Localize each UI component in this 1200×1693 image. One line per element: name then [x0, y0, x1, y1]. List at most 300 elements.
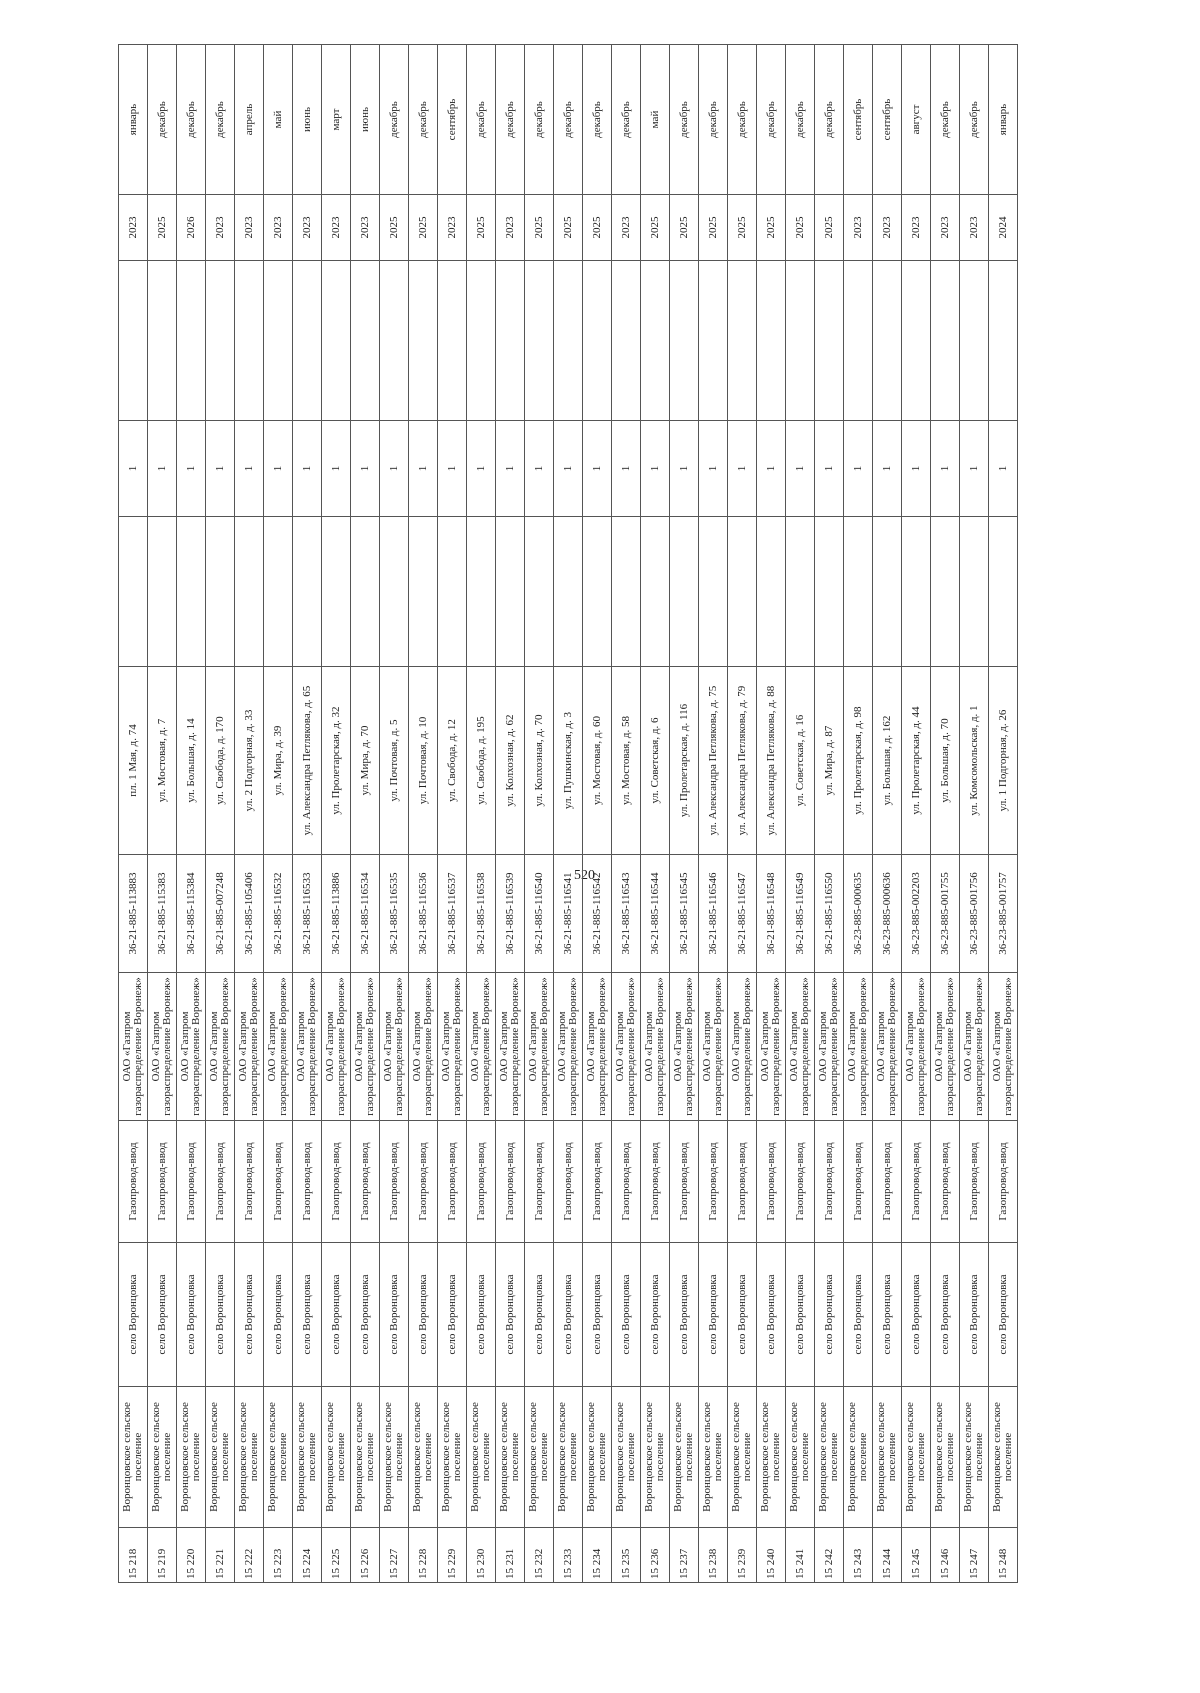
- cell-row-number: 15 224: [293, 1528, 322, 1583]
- cell-owner: ОАО «Газпром газораспределение Воронеж»: [409, 973, 438, 1121]
- cell-owner: ОАО «Газпром газораспределение Воронеж»: [467, 973, 496, 1121]
- cell-address: ул. Александра Петлякова, д. 75: [699, 667, 728, 855]
- cell-registry-number: 36-21-885-116550: [815, 855, 844, 973]
- cell-extra-2: [583, 261, 612, 421]
- cell-row-number: 15 247: [960, 1528, 989, 1583]
- cell-month: декабрь: [960, 45, 989, 195]
- cell-object-type: Газопровод-ввод: [670, 1121, 699, 1243]
- cell-extra-1: [206, 517, 235, 667]
- cell-locality: село Воронцовка: [786, 1243, 815, 1387]
- cell-settlement: Воронцовское сельское поселение: [409, 1387, 438, 1528]
- cell-locality: село Воронцовка: [641, 1243, 670, 1387]
- cell-row-number: 15 248: [989, 1528, 1018, 1583]
- cell-row-number: 15 237: [670, 1528, 699, 1583]
- cell-row-number: 15 219: [148, 1528, 177, 1583]
- cell-owner: ОАО «Газпром газораспределение Воронеж»: [612, 973, 641, 1121]
- cell-quantity: 1: [931, 421, 960, 517]
- table-body: [119, 45, 1018, 1583]
- cell-month: декабрь: [757, 45, 786, 195]
- cell-object-type: Газопровод-ввод: [612, 1121, 641, 1243]
- cell-object-type: Газопровод-ввод: [119, 1121, 148, 1243]
- cell-locality: село Воронцовка: [728, 1243, 757, 1387]
- cell-extra-2: [293, 261, 322, 421]
- cell-month: декабрь: [728, 45, 757, 195]
- table-row: [206, 45, 235, 1583]
- rotated-register-table: [118, 45, 1176, 1583]
- cell-row-number: 15 243: [844, 1528, 873, 1583]
- cell-settlement: Воронцовское сельское поселение: [264, 1387, 293, 1528]
- cell-owner: ОАО «Газпром газораспределение Воронеж»: [902, 973, 931, 1121]
- cell-address: ул. Почтовая, д. 10: [409, 667, 438, 855]
- cell-settlement: Воронцовское сельское поселение: [322, 1387, 351, 1528]
- cell-row-number: 15 233: [554, 1528, 583, 1583]
- cell-registry-number: 36-21-885-116534: [351, 855, 380, 973]
- cell-registry-number: 36-21-885-116535: [380, 855, 409, 973]
- cell-owner: ОАО «Газпром газораспределение Воронеж»: [293, 973, 322, 1121]
- cell-quantity: 1: [148, 421, 177, 517]
- cell-locality: село Воронцовка: [670, 1243, 699, 1387]
- cell-year: 2023: [119, 195, 148, 261]
- cell-year: 2024: [989, 195, 1018, 261]
- cell-quantity: 1: [322, 421, 351, 517]
- cell-extra-1: [873, 517, 902, 667]
- table-row: [351, 45, 380, 1583]
- table-row: [583, 45, 612, 1583]
- cell-extra-1: [322, 517, 351, 667]
- cell-year: 2023: [351, 195, 380, 261]
- cell-settlement: Воронцовское сельское поселение: [351, 1387, 380, 1528]
- cell-extra-1: [119, 517, 148, 667]
- table-row: [902, 45, 931, 1583]
- table-row: [438, 45, 467, 1583]
- table-row: [119, 45, 148, 1583]
- table-row: [409, 45, 438, 1583]
- cell-extra-2: [873, 261, 902, 421]
- cell-registry-number: 36-21-885-113883: [119, 855, 148, 973]
- cell-registry-number: 36-21-885-116537: [438, 855, 467, 973]
- cell-registry-number: 36-21-885-116542: [583, 855, 612, 973]
- cell-address: ул. Свобода, д. 12: [438, 667, 467, 855]
- cell-extra-2: [931, 261, 960, 421]
- cell-month: декабрь: [786, 45, 815, 195]
- cell-extra-2: [728, 261, 757, 421]
- cell-year: 2023: [293, 195, 322, 261]
- cell-owner: ОАО «Газпром газораспределение Воронеж»: [960, 973, 989, 1121]
- cell-object-type: Газопровод-ввод: [206, 1121, 235, 1243]
- cell-object-type: Газопровод-ввод: [235, 1121, 264, 1243]
- cell-settlement: Воронцовское сельское поселение: [119, 1387, 148, 1528]
- cell-owner: ОАО «Газпром газораспределение Воронеж»: [641, 973, 670, 1121]
- cell-settlement: Воронцовское сельское поселение: [380, 1387, 409, 1528]
- cell-month: декабрь: [525, 45, 554, 195]
- cell-registry-number: 36-23-885-002203: [902, 855, 931, 973]
- cell-registry-number: 36-21-885-116541: [554, 855, 583, 973]
- cell-object-type: Газопровод-ввод: [844, 1121, 873, 1243]
- cell-locality: село Воронцовка: [467, 1243, 496, 1387]
- cell-year: 2026: [177, 195, 206, 261]
- cell-extra-2: [177, 261, 206, 421]
- cell-month: сентябрь: [438, 45, 467, 195]
- cell-year: 2025: [525, 195, 554, 261]
- cell-row-number: 15 232: [525, 1528, 554, 1583]
- cell-address: ул. Советская, д. 16: [786, 667, 815, 855]
- cell-settlement: Воронцовское сельское поселение: [641, 1387, 670, 1528]
- table-row: [612, 45, 641, 1583]
- cell-settlement: Воронцовское сельское поселение: [554, 1387, 583, 1528]
- cell-registry-number: 36-23-885-001755: [931, 855, 960, 973]
- cell-year: 2023: [235, 195, 264, 261]
- cell-year: 2023: [960, 195, 989, 261]
- cell-object-type: Газопровод-ввод: [380, 1121, 409, 1243]
- cell-object-type: Газопровод-ввод: [148, 1121, 177, 1243]
- cell-registry-number: 36-21-885-116538: [467, 855, 496, 973]
- cell-extra-1: [641, 517, 670, 667]
- table-row: [467, 45, 496, 1583]
- cell-row-number: 15 229: [438, 1528, 467, 1583]
- cell-row-number: 15 235: [612, 1528, 641, 1583]
- cell-row-number: 15 221: [206, 1528, 235, 1583]
- cell-registry-number: 36-21-885-116545: [670, 855, 699, 973]
- cell-owner: ОАО «Газпром газораспределение Воронеж»: [728, 973, 757, 1121]
- table-row: [989, 45, 1018, 1583]
- cell-year: 2023: [496, 195, 525, 261]
- cell-month: июнь: [293, 45, 322, 195]
- cell-locality: село Воронцовка: [583, 1243, 612, 1387]
- table-row: [931, 45, 960, 1583]
- cell-row-number: 15 238: [699, 1528, 728, 1583]
- cell-quantity: 1: [351, 421, 380, 517]
- cell-month: январь: [119, 45, 148, 195]
- cell-extra-2: [264, 261, 293, 421]
- cell-locality: село Воронцовка: [206, 1243, 235, 1387]
- cell-address: ул. Мира, д. 70: [351, 667, 380, 855]
- cell-object-type: Газопровод-ввод: [786, 1121, 815, 1243]
- cell-object-type: Газопровод-ввод: [409, 1121, 438, 1243]
- cell-extra-2: [409, 261, 438, 421]
- cell-extra-2: [670, 261, 699, 421]
- cell-registry-number: 36-21-885-116549: [786, 855, 815, 973]
- cell-settlement: Воронцовское сельское поселение: [293, 1387, 322, 1528]
- cell-address: ул. Пролетарская, д. 44: [902, 667, 931, 855]
- cell-locality: село Воронцовка: [612, 1243, 641, 1387]
- cell-row-number: 15 228: [409, 1528, 438, 1583]
- cell-year: 2025: [670, 195, 699, 261]
- cell-settlement: Воронцовское сельское поселение: [235, 1387, 264, 1528]
- cell-quantity: 1: [873, 421, 902, 517]
- cell-address: ул. Александра Петлякова, д. 88: [757, 667, 786, 855]
- table-row: [322, 45, 351, 1583]
- cell-settlement: Воронцовское сельское поселение: [902, 1387, 931, 1528]
- cell-year: 2025: [641, 195, 670, 261]
- cell-registry-number: 36-23-885-000636: [873, 855, 902, 973]
- cell-locality: село Воронцовка: [235, 1243, 264, 1387]
- page-number: 520: [574, 868, 595, 883]
- cell-registry-number: 36-21-885-116536: [409, 855, 438, 973]
- cell-extra-1: [960, 517, 989, 667]
- cell-registry-number: 36-21-885-115384: [177, 855, 206, 973]
- cell-row-number: 15 240: [757, 1528, 786, 1583]
- cell-quantity: 1: [815, 421, 844, 517]
- cell-extra-1: [670, 517, 699, 667]
- cell-extra-2: [438, 261, 467, 421]
- cell-row-number: 15 236: [641, 1528, 670, 1583]
- cell-registry-number: 36-21-885-116532: [264, 855, 293, 973]
- cell-owner: ОАО «Газпром газораспределение Воронеж»: [525, 973, 554, 1121]
- cell-address: ул. Мостовая, д. 7: [148, 667, 177, 855]
- cell-address: ул. Почтовая, д. 5: [380, 667, 409, 855]
- cell-month: апрель: [235, 45, 264, 195]
- cell-quantity: 1: [554, 421, 583, 517]
- cell-year: 2025: [786, 195, 815, 261]
- cell-registry-number: 36-21-885-007248: [206, 855, 235, 973]
- cell-extra-1: [989, 517, 1018, 667]
- cell-address: ул. Мостовая, д. 58: [612, 667, 641, 855]
- cell-address: ул. 1 Подгорная, д. 26: [989, 667, 1018, 855]
- cell-quantity: 1: [960, 421, 989, 517]
- cell-settlement: Воронцовское сельское поселение: [206, 1387, 235, 1528]
- cell-registry-number: 36-23-885-001757: [989, 855, 1018, 973]
- cell-month: август: [902, 45, 931, 195]
- cell-locality: село Воронцовка: [960, 1243, 989, 1387]
- cell-month: декабрь: [496, 45, 525, 195]
- cell-object-type: Газопровод-ввод: [525, 1121, 554, 1243]
- cell-extra-2: [612, 261, 641, 421]
- cell-locality: село Воронцовка: [873, 1243, 902, 1387]
- cell-object-type: Газопровод-ввод: [815, 1121, 844, 1243]
- cell-year: 2025: [380, 195, 409, 261]
- table-row: [641, 45, 670, 1583]
- cell-object-type: Газопровод-ввод: [728, 1121, 757, 1243]
- cell-extra-1: [728, 517, 757, 667]
- cell-extra-1: [467, 517, 496, 667]
- cell-row-number: 15 244: [873, 1528, 902, 1583]
- cell-registry-number: 36-21-885-116540: [525, 855, 554, 973]
- cell-registry-number: 36-21-885-116546: [699, 855, 728, 973]
- cell-object-type: Газопровод-ввод: [293, 1121, 322, 1243]
- cell-quantity: 1: [380, 421, 409, 517]
- cell-row-number: 15 241: [786, 1528, 815, 1583]
- cell-quantity: 1: [496, 421, 525, 517]
- cell-locality: село Воронцовка: [322, 1243, 351, 1387]
- cell-year: 2023: [902, 195, 931, 261]
- cell-quantity: 1: [612, 421, 641, 517]
- cell-year: 2023: [612, 195, 641, 261]
- cell-extra-2: [148, 261, 177, 421]
- cell-year: 2025: [757, 195, 786, 261]
- cell-locality: село Воронцовка: [931, 1243, 960, 1387]
- cell-month: июнь: [351, 45, 380, 195]
- table-row: [844, 45, 873, 1583]
- cell-extra-1: [931, 517, 960, 667]
- cell-object-type: Газопровод-ввод: [931, 1121, 960, 1243]
- cell-object-type: Газопровод-ввод: [177, 1121, 206, 1243]
- cell-object-type: Газопровод-ввод: [583, 1121, 612, 1243]
- cell-year: 2023: [206, 195, 235, 261]
- cell-object-type: Газопровод-ввод: [264, 1121, 293, 1243]
- cell-owner: ОАО «Газпром газораспределение Воронеж»: [554, 973, 583, 1121]
- cell-locality: село Воронцовка: [844, 1243, 873, 1387]
- cell-address: ул. Большая, д. 14: [177, 667, 206, 855]
- cell-extra-1: [902, 517, 931, 667]
- cell-locality: село Воронцовка: [757, 1243, 786, 1387]
- cell-year: 2025: [409, 195, 438, 261]
- cell-extra-1: [177, 517, 206, 667]
- gas-register-table: [118, 44, 1018, 1583]
- cell-extra-2: [902, 261, 931, 421]
- cell-row-number: 15 218: [119, 1528, 148, 1583]
- cell-registry-number: 36-21-885-116547: [728, 855, 757, 973]
- cell-month: сентябрь: [873, 45, 902, 195]
- cell-month: декабрь: [670, 45, 699, 195]
- cell-object-type: Газопровод-ввод: [960, 1121, 989, 1243]
- table-row: [786, 45, 815, 1583]
- cell-row-number: 15 231: [496, 1528, 525, 1583]
- table-row: [264, 45, 293, 1583]
- cell-extra-1: [380, 517, 409, 667]
- cell-registry-number: 36-21-885-116533: [293, 855, 322, 973]
- table-row: [960, 45, 989, 1583]
- cell-quantity: 1: [525, 421, 554, 517]
- cell-address: ул. Мира, д. 39: [264, 667, 293, 855]
- cell-settlement: Воронцовское сельское поселение: [699, 1387, 728, 1528]
- cell-extra-1: [235, 517, 264, 667]
- cell-extra-2: [757, 261, 786, 421]
- cell-extra-1: [264, 517, 293, 667]
- cell-settlement: Воронцовское сельское поселение: [148, 1387, 177, 1528]
- cell-address: ул. Пролетарская, д. 32: [322, 667, 351, 855]
- cell-locality: село Воронцовка: [119, 1243, 148, 1387]
- cell-year: 2025: [699, 195, 728, 261]
- cell-extra-2: [815, 261, 844, 421]
- cell-extra-2: [496, 261, 525, 421]
- cell-registry-number: 36-21-885-116544: [641, 855, 670, 973]
- cell-quantity: 1: [467, 421, 496, 517]
- cell-row-number: 15 234: [583, 1528, 612, 1583]
- cell-extra-1: [699, 517, 728, 667]
- cell-year: 2025: [467, 195, 496, 261]
- cell-address: ул. Александра Петлякова, д. 65: [293, 667, 322, 855]
- cell-settlement: Воронцовское сельское поселение: [438, 1387, 467, 1528]
- cell-address: ул. Мира, д. 87: [815, 667, 844, 855]
- cell-owner: ОАО «Газпром газораспределение Воронеж»: [844, 973, 873, 1121]
- cell-year: 2023: [931, 195, 960, 261]
- cell-object-type: Газопровод-ввод: [989, 1121, 1018, 1243]
- cell-owner: ОАО «Газпром газораспределение Воронеж»: [786, 973, 815, 1121]
- cell-address: ул. Колхозная, д. 70: [525, 667, 554, 855]
- cell-object-type: Газопровод-ввод: [873, 1121, 902, 1243]
- table-row: [496, 45, 525, 1583]
- cell-locality: село Воронцовка: [293, 1243, 322, 1387]
- table-row: [380, 45, 409, 1583]
- cell-owner: ОАО «Газпром газораспределение Воронеж»: [873, 973, 902, 1121]
- cell-extra-2: [960, 261, 989, 421]
- cell-settlement: Воронцовское сельское поселение: [786, 1387, 815, 1528]
- cell-address: ул. Советская, д. 6: [641, 667, 670, 855]
- cell-extra-2: [554, 261, 583, 421]
- cell-month: декабрь: [583, 45, 612, 195]
- cell-extra-2: [235, 261, 264, 421]
- cell-month: декабрь: [380, 45, 409, 195]
- cell-quantity: 1: [757, 421, 786, 517]
- cell-year: 2025: [815, 195, 844, 261]
- table-row: [293, 45, 322, 1583]
- cell-settlement: Воронцовское сельское поселение: [612, 1387, 641, 1528]
- cell-extra-1: [351, 517, 380, 667]
- cell-quantity: 1: [438, 421, 467, 517]
- cell-owner: ОАО «Газпром газораспределение Воронеж»: [119, 973, 148, 1121]
- cell-locality: село Воронцовка: [148, 1243, 177, 1387]
- cell-month: декабрь: [554, 45, 583, 195]
- cell-extra-2: [525, 261, 554, 421]
- cell-owner: ОАО «Газпром газораспределение Воронеж»: [206, 973, 235, 1121]
- cell-owner: ОАО «Газпром газораспределение Воронеж»: [380, 973, 409, 1121]
- cell-extra-1: [844, 517, 873, 667]
- cell-month: сентябрь: [844, 45, 873, 195]
- cell-owner: ОАО «Газпром газораспределение Воронеж»: [757, 973, 786, 1121]
- cell-registry-number: 36-21-885-116548: [757, 855, 786, 973]
- cell-extra-2: [206, 261, 235, 421]
- table-row: [873, 45, 902, 1583]
- cell-extra-2: [844, 261, 873, 421]
- cell-extra-2: [351, 261, 380, 421]
- cell-settlement: Воронцовское сельское поселение: [583, 1387, 612, 1528]
- cell-extra-2: [989, 261, 1018, 421]
- cell-extra-1: [815, 517, 844, 667]
- cell-row-number: 15 223: [264, 1528, 293, 1583]
- cell-object-type: Газопровод-ввод: [757, 1121, 786, 1243]
- cell-settlement: Воронцовское сельское поселение: [815, 1387, 844, 1528]
- cell-quantity: 1: [786, 421, 815, 517]
- cell-owner: ОАО «Газпром газораспределение Воронеж»: [815, 973, 844, 1121]
- cell-registry-number: 36-21-885-115383: [148, 855, 177, 973]
- cell-row-number: 15 225: [322, 1528, 351, 1583]
- table-row: [699, 45, 728, 1583]
- table-row: [670, 45, 699, 1583]
- table-row: [235, 45, 264, 1583]
- cell-year: 2023: [844, 195, 873, 261]
- cell-registry-number: 36-23-885-000635: [844, 855, 873, 973]
- cell-locality: село Воронцовка: [380, 1243, 409, 1387]
- cell-quantity: 1: [264, 421, 293, 517]
- cell-quantity: 1: [235, 421, 264, 517]
- cell-owner: ОАО «Газпром газораспределение Воронеж»: [989, 973, 1018, 1121]
- cell-year: 2023: [264, 195, 293, 261]
- table-row: [815, 45, 844, 1583]
- cell-extra-2: [699, 261, 728, 421]
- cell-locality: село Воронцовка: [264, 1243, 293, 1387]
- cell-address: ул. Свобода, д. 170: [206, 667, 235, 855]
- cell-registry-number: 36-21-885-113886: [322, 855, 351, 973]
- cell-settlement: Воронцовское сельское поселение: [931, 1387, 960, 1528]
- cell-year: 2025: [583, 195, 612, 261]
- cell-object-type: Газопровод-ввод: [699, 1121, 728, 1243]
- cell-owner: ОАО «Газпром газораспределение Воронеж»: [496, 973, 525, 1121]
- cell-address: ул. 2 Подгорная, д. 33: [235, 667, 264, 855]
- cell-address: ул. Комсомольская, д. 1: [960, 667, 989, 855]
- cell-settlement: Воронцовское сельское поселение: [844, 1387, 873, 1528]
- cell-registry-number: 36-23-885-001756: [960, 855, 989, 973]
- cell-row-number: 15 239: [728, 1528, 757, 1583]
- table-row: [728, 45, 757, 1583]
- cell-year: 2023: [438, 195, 467, 261]
- cell-locality: село Воронцовка: [177, 1243, 206, 1387]
- cell-month: май: [264, 45, 293, 195]
- cell-quantity: 1: [728, 421, 757, 517]
- cell-settlement: Воронцовское сельское поселение: [873, 1387, 902, 1528]
- cell-extra-1: [612, 517, 641, 667]
- cell-row-number: 15 245: [902, 1528, 931, 1583]
- cell-address: ул. Пролетарская, д. 116: [670, 667, 699, 855]
